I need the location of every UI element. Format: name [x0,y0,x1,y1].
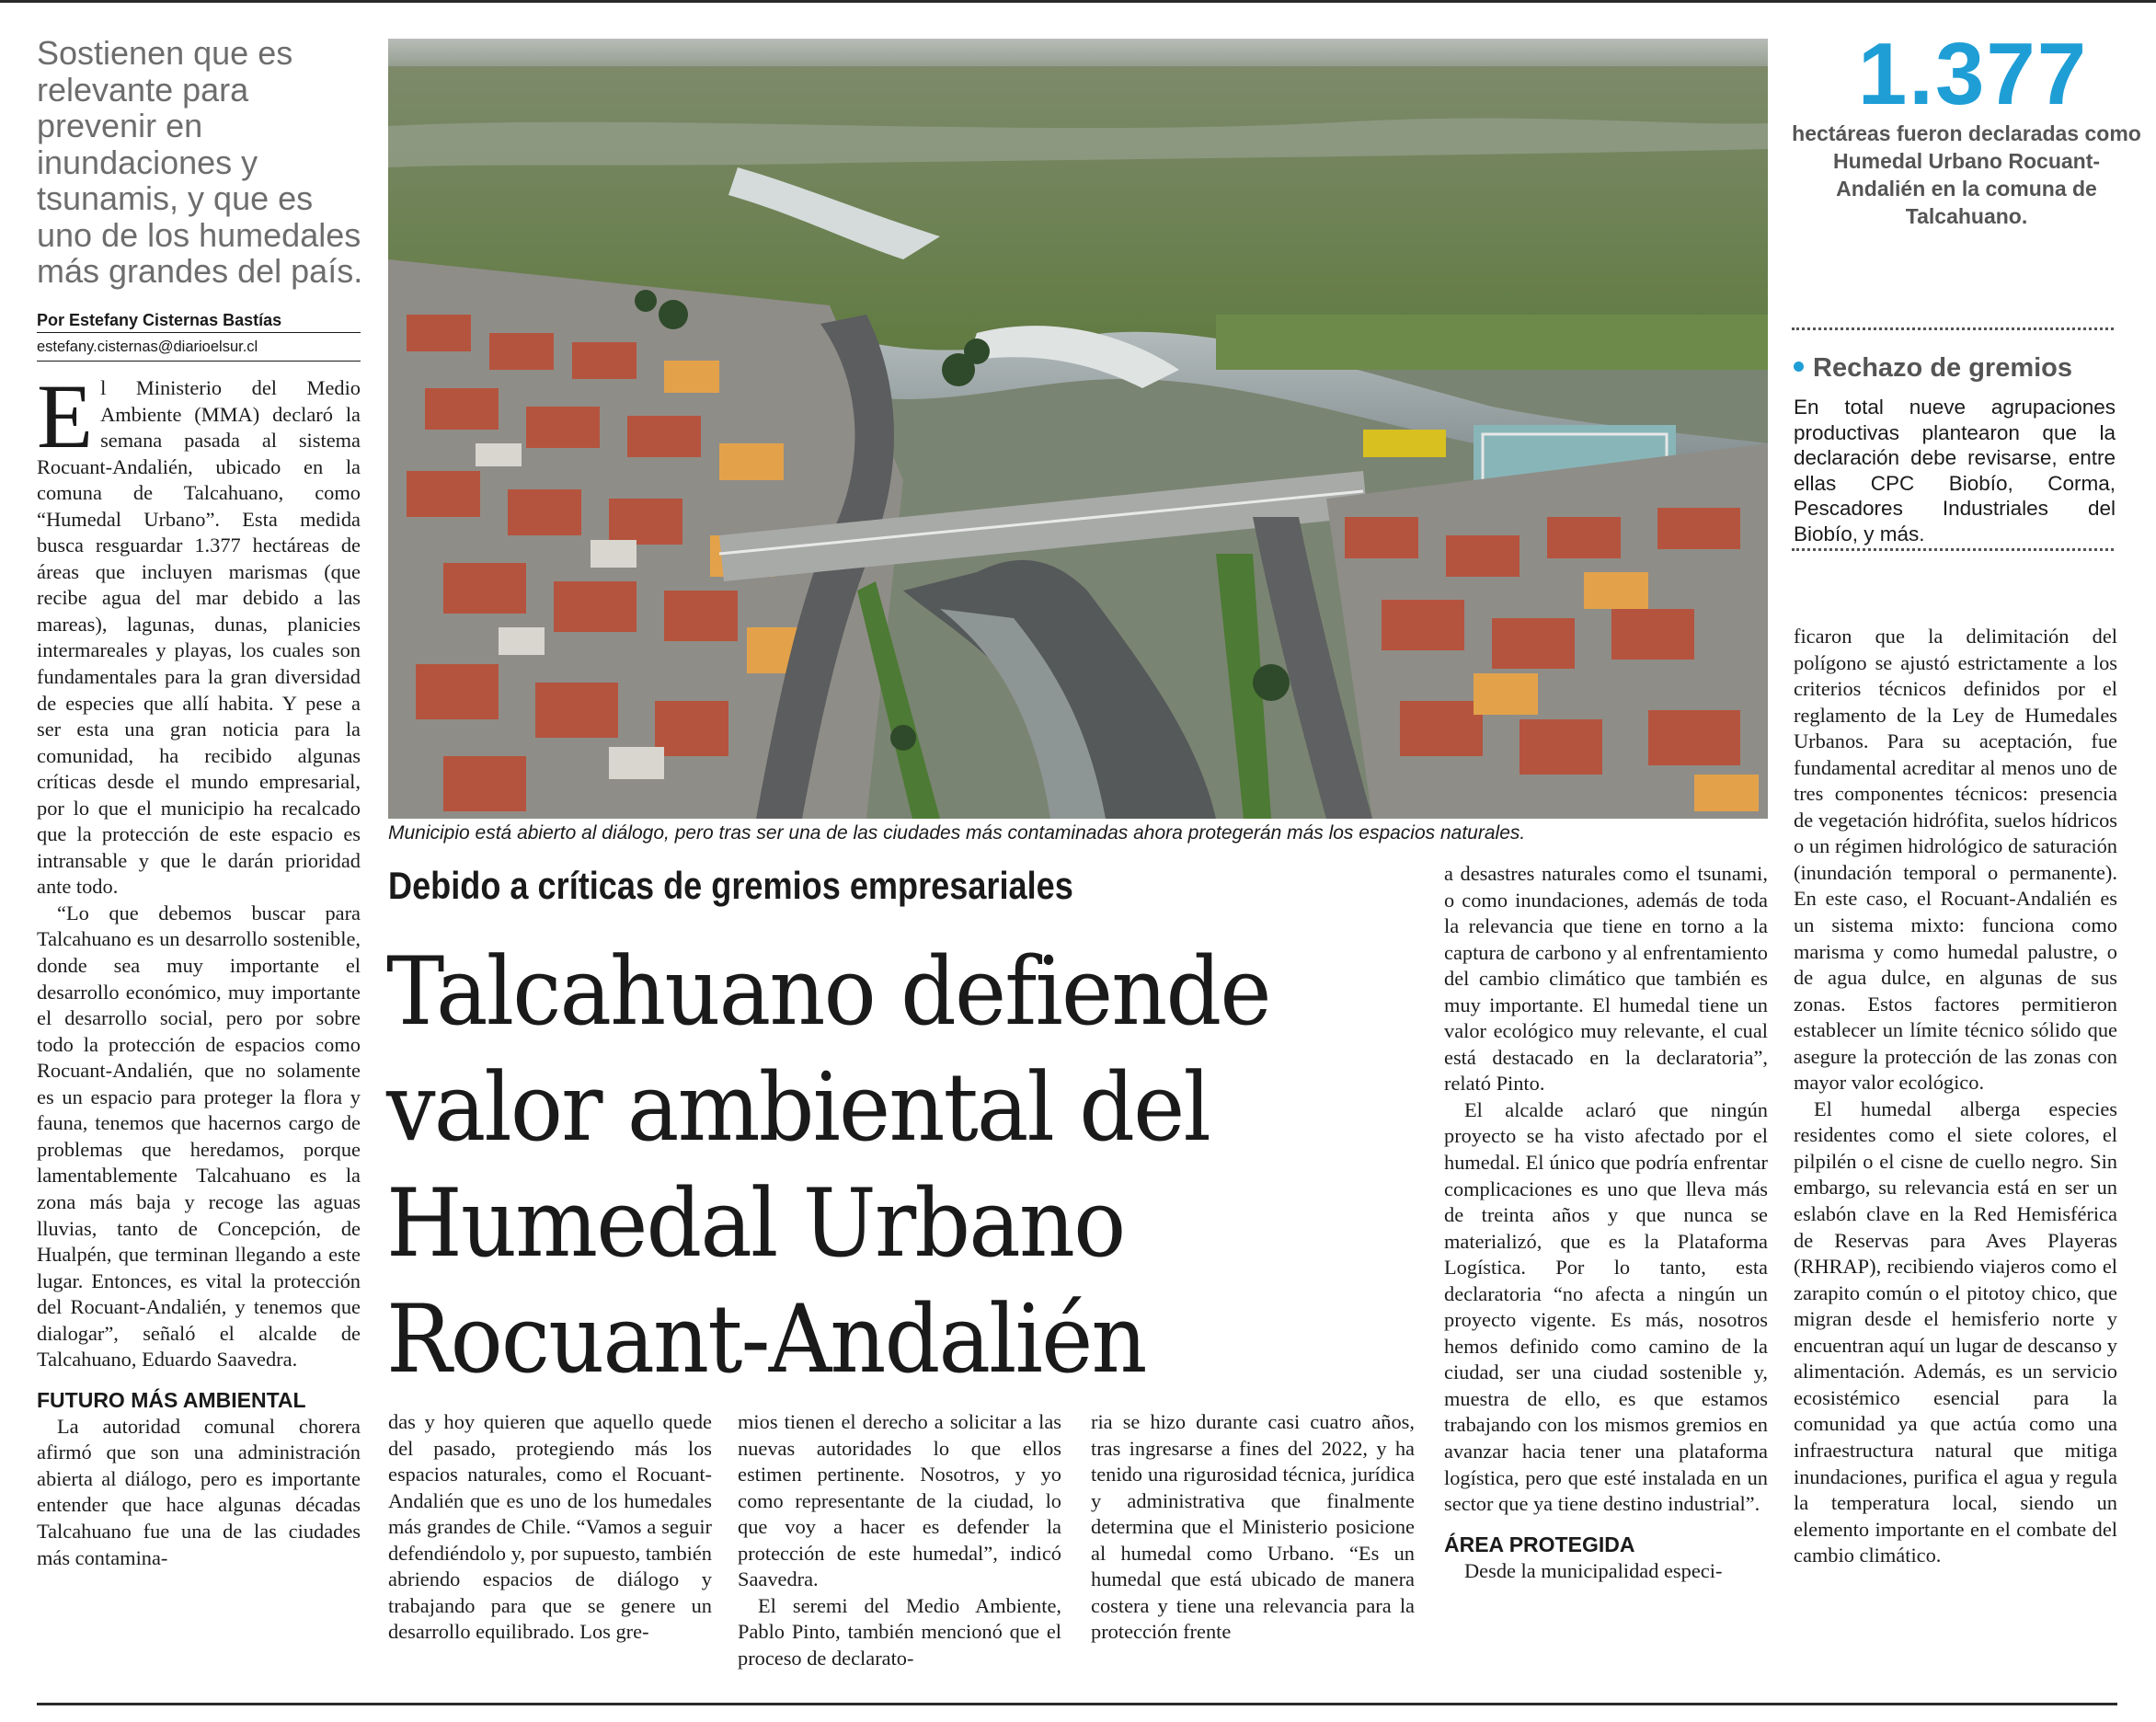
dotted-divider [1792,548,2114,551]
paragraph: ficaron que la delimitación del polígono se ajustó estrictamente a los criterios técnicos definidos por el reglamento de la Ley de Humedales Urbanos. Para su aceptación, fue fundamental acreditar al menos uno de tres componentes técnicos: presencia de vegetación hidrófita, suelos hídricos o un régimen hidrológico de saturación (inundación temporal o permanente). En este caso, el Rocuant-Andalién es un sistema mixto: funciona como marisma y como humedal palustre, o de agua dulce, en algunas de sus zonas. Estos factores permitieron establecer un límite técnico sólido que asegure la protección de las zonas con mayor valor ecológico. [1794,625,2117,1095]
subhead-futuro: FUTURO MÁS AMBIENTAL [37,1387,306,1412]
byline-author: Por Estefany Cisternas Bastías [37,310,361,333]
article-column-2 [388,1409,712,1685]
paragraph: Desde la municipalidad especi- [1464,1558,1723,1582]
paragraph: La autoridad comunal chorera afirmó que son una administración abierta al diálogo, pero es importante entender que hace algunas décadas Talcahuano fue una de las ciudades más contamina- [37,1414,361,1569]
paragraph: das y hoy quieren que aquello quede del pasado, protegiendo más los espacios naturales, como el Rocuant-Andalién que es uno de los humedales más grandes de Chile. “Vamos a seguir defendiéndolo y, por supuesto, también abriendo espacios de diálogo y trabajando para que se genere un desarrollo equilibrado. Los gre- [388,1410,712,1644]
stat-text: hectáreas fueron declaradas como Humedal Urbano Rocuant-Andalién en la comuna de Talcahuano. [1792,121,2141,228]
paragraph: El Ministerio del Medio Ambiente (MMA) declaró la semana pasada al sistema Rocuant-Andalién, ubicado en la comuna de Talcahuano, como “Humedal Urbano”. Esta medida busca resguardar 1.377 hectáreas de áreas que incluyen marismas (que recibe agua del mar debido a las mareas), lagunas, dunas, planicies intermareales y playas, los cuales son fundamentales para la gran diversidad de especies que allí habita. Y pese a ser esta una gran noticia para la comunidad, ha recibido algunas críticas desde el mundo empresarial, por lo que el municipio ha recalcado que la protección de este espacio es intransable y que le darán prioridad ante todo. [37,375,361,899]
paragraph: a desastres naturales como el tsunami, o como inundaciones, además de toda la relevancia que tiene en torno a la captura de carbono y al enfrentamiento del cambio climático que también es muy importante. El humedal tiene un valor ecológico muy relevante, el cual está destacado en la declaratoria”, relató Pinto. [1444,862,1768,1096]
bottom-rule [37,1703,2117,1705]
photo-caption: Municipio está abierto al diálogo, pero tras ser una de las ciudades más contaminadas ahora protegerán más los espacios naturales. [388,822,1526,844]
paragraph: El humedal alberga especies residentes como el siete colores, el pilpilén o el cisne de cuello negro. Sin embargo, su relevancia está en ser un eslabón clave en la Red Hemisférica de Reservas para Aves Playeras (RHRAP), recibiendo viajeros como el zarapito común o el pitotoy chico, que migran desde el hemisferio norte y encuentran aquí un lugar de descanso y alimentación. Además, es un servicio ecosistémico esencial para la comunidad ya que actúa como una infraestructura natural que mitiga inundaciones, purifica el agua y regula la temperatura local, siendo un elemento importante en el combate del cambio climático. [1794,1096,2117,1567]
paragraph: ria se hizo durante casi cuatro años, tras ingresarse a fines del 2022, y ha tenido una rigurosidad técnica, jurídica y administrativa que finalmente determina que el Ministerio posicione al humedal como Urbano. “Es un humedal que está ubicado de manera costera y tiene una relevancia para la protección frente [1091,1410,1415,1644]
article-column-6 [1794,624,2117,1691]
paragraph: “Lo que debemos buscar para Talcahuano es un desarrollo sostenible, donde sea muy importante el desarrollo económico, muy importante el desarrollo social, pero por sobre todo la protección de espacios como Rocuant-Andalién, que no solamente es un espacio para proteger la flora y fauna, tenemos que hacernos cargo de problemas que heredamos, porque lamentablemente Talcahuano es la zona más baja y recoge las aguas lluvias, tanto de Concepción, de Hualpén, que terminan llegando a este lugar. Entonces, es vital la protección del Rocuant-Andalién, y tenemos que dialogar”, señaló el alcalde de Talcahuano, Eduardo Saavedra. [37,901,361,1372]
bullet-icon [1794,362,1804,372]
article-column-1 [37,375,361,1691]
sidebar-heading: Rechazo de gremios [1794,351,2072,385]
article-column-4 [1091,1409,1415,1685]
stat-number: 1.377 [1857,25,2089,123]
byline-email[interactable]: estefany.cisternas@diarioelsur.cl [37,337,361,362]
kicker: Debido a críticas de gremios empresariales [388,864,1073,907]
aerial-photo [388,39,1768,819]
headline: Talcahuano defiende valor ambiental del Humedal Urbano Rocuant-Andalién [386,937,1270,1395]
paragraph: El seremi del Medio Ambiente, Pablo Pinto, también mencionó que el proceso de declarato- [738,1593,1061,1670]
sidebar-text: En total nueve agrupaciones productivas plantearon que la declaración debe revisarse, entre ellas CPC Biobío, Corma, Pescadores Industriales del Biobío, y más. [1794,396,2116,545]
drop-cap: E [37,375,94,467]
paragraph: mios tienen el derecho a solicitar a las nuevas autoridades lo que ellos estimen pertinente. Nosotros, y yo como representante de la ciudad, lo que voy a hacer es defender la protección de este humedal”, indicó Saavedra. [738,1410,1061,1591]
article-column-3 [738,1409,1061,1685]
article-column-5 [1444,861,1768,1689]
intro-deck: Sostienen que es relevante para prevenir en inundaciones y tsunamis, y que es uno de los humedales más grandes del país. [37,34,363,290]
dotted-divider [1792,327,2114,330]
top-rule [0,0,2156,3]
wetland-aerial-image [388,39,1768,819]
subhead-area: ÁREA PROTEGIDA [1444,1532,1635,1556]
paragraph: El alcalde aclaró que ningún proyecto se ha visto afectado por el humedal. El único que podría enfrentar complicaciones es uno que lleva más de treinta años y que nunca se materializó, que es la Plataforma Logística. Por lo tanto, esta declaratoria “no afecta a ningún un proyecto vigente. Es más, nosotros hemos definido como camino de la ciudad, ser una ciudad sostenible y, muestra de ello, es que estamos trabajando con los mismos gremios en avanzar hacia tener una plataforma logística, pero que esté instalada en un sector que ya tiene destino industrial”. [1444,1097,1768,1516]
